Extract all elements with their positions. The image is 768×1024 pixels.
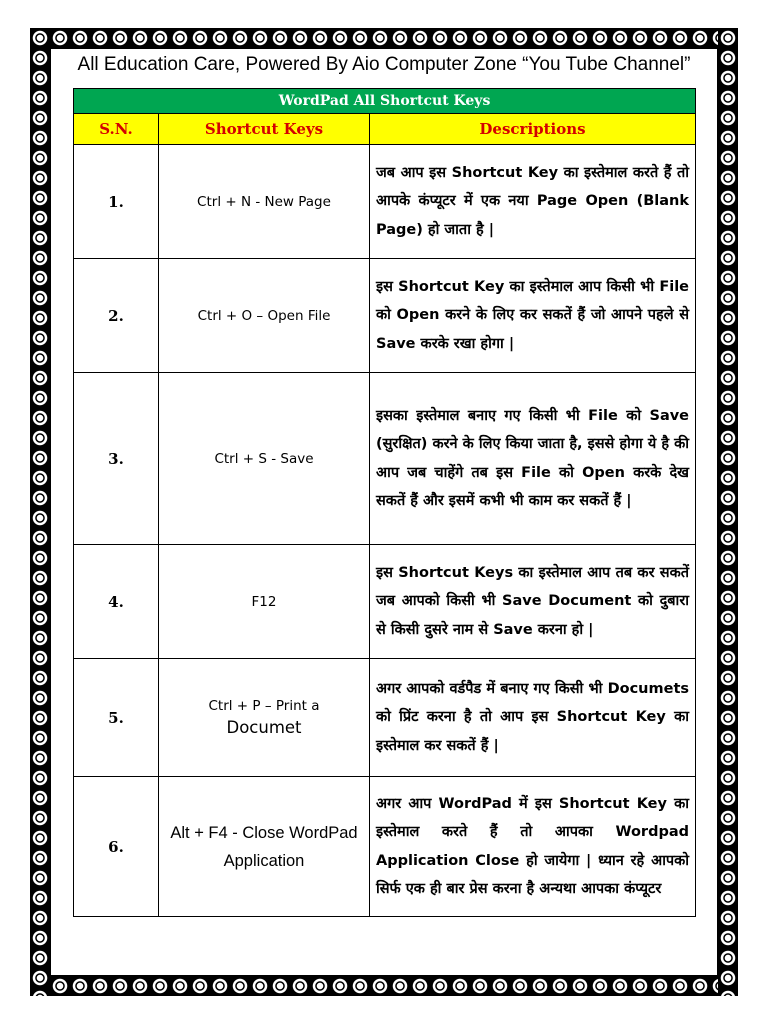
table-row <box>74 777 696 917</box>
row-sn: 4. <box>74 545 159 659</box>
row-sn: 2. <box>74 259 159 373</box>
row-shortcut-key <box>159 659 370 777</box>
border-left <box>30 28 50 996</box>
row-shortcut-key: F12 <box>159 545 370 659</box>
table-header-row <box>74 114 696 145</box>
row-shortcut-key-line2: Documet <box>226 718 302 737</box>
row-shortcut-key: Ctrl + N - New Page <box>159 145 370 259</box>
page-header: All Education Care, Powered By Aio Computer Zone “You Tube Channel” <box>77 54 691 75</box>
row-description: जब आप इस Shortcut Key का इस्तेमाल करते हैं तो आपके कंप्यूटर में एक नया Page Open (Blank Page) हो जाता है | <box>370 145 696 259</box>
column-header-shortcut-keys: Shortcut Keys <box>159 114 370 145</box>
row-shortcut-key-line1: Ctrl + P – Print a <box>208 698 320 714</box>
column-header-descriptions: Descriptions <box>370 114 696 145</box>
table-row <box>74 659 696 777</box>
column-header-sn: S.N. <box>74 114 159 145</box>
table-title: WordPad All Shortcut Keys <box>74 89 696 114</box>
row-description: इस Shortcut Keys का इस्तेमाल आप तब कर सकतें जब आपको किसी भी Save Document को दुबारा से किसी दुसरे नाम से Save करना हो | <box>370 545 696 659</box>
border-top <box>30 28 738 48</box>
row-description: इसका इस्तेमाल बनाए गए किसी भी File को Save (सुरक्षित) करने के लिए किया जाता है, इससे होगा ये है की आप जब चाहेंगे तब इस File को Open करके देख सकतें हैं और इसमें कभी भी काम कर सकतें हैं | <box>370 373 696 545</box>
table-row <box>74 145 696 259</box>
row-sn: 3. <box>74 373 159 545</box>
table-row <box>74 545 696 659</box>
row-sn: 1. <box>74 145 159 259</box>
row-description: इस Shortcut Key का इस्तेमाल आप किसी भी File को Open करने के लिए कर सकतें हैं जो आपने पहले से Save करके रखा होगा | <box>370 259 696 373</box>
border-right <box>718 28 738 996</box>
row-shortcut-key: Alt + F4 - Close WordPad Application <box>159 777 370 917</box>
table-row <box>74 259 696 373</box>
row-sn: 6. <box>74 777 159 917</box>
row-shortcut-key: Ctrl + S - Save <box>159 373 370 545</box>
shortcut-table <box>73 88 696 917</box>
border-bottom <box>30 976 738 996</box>
row-sn: 5. <box>74 659 159 777</box>
table-title-row <box>74 89 696 114</box>
row-description: अगर आप WordPad में इस Shortcut Key का इस्तेमाल करते हैं तो आपका Wordpad Application Close हो जायेगा | ध्यान रहे आपको सिर्फ एक ही बार प्रेस करना है अन्यथा आपका कंप्यूटर <box>370 777 696 917</box>
table-row <box>74 373 696 545</box>
row-description: अगर आपको वर्डपैड में बनाए गए किसी भी Documets को प्रिंट करना है तो आप इस Shortcut Key का इस्तेमाल कर सकतें हैं | <box>370 659 696 777</box>
row-shortcut-key: Ctrl + O – Open File <box>159 259 370 373</box>
